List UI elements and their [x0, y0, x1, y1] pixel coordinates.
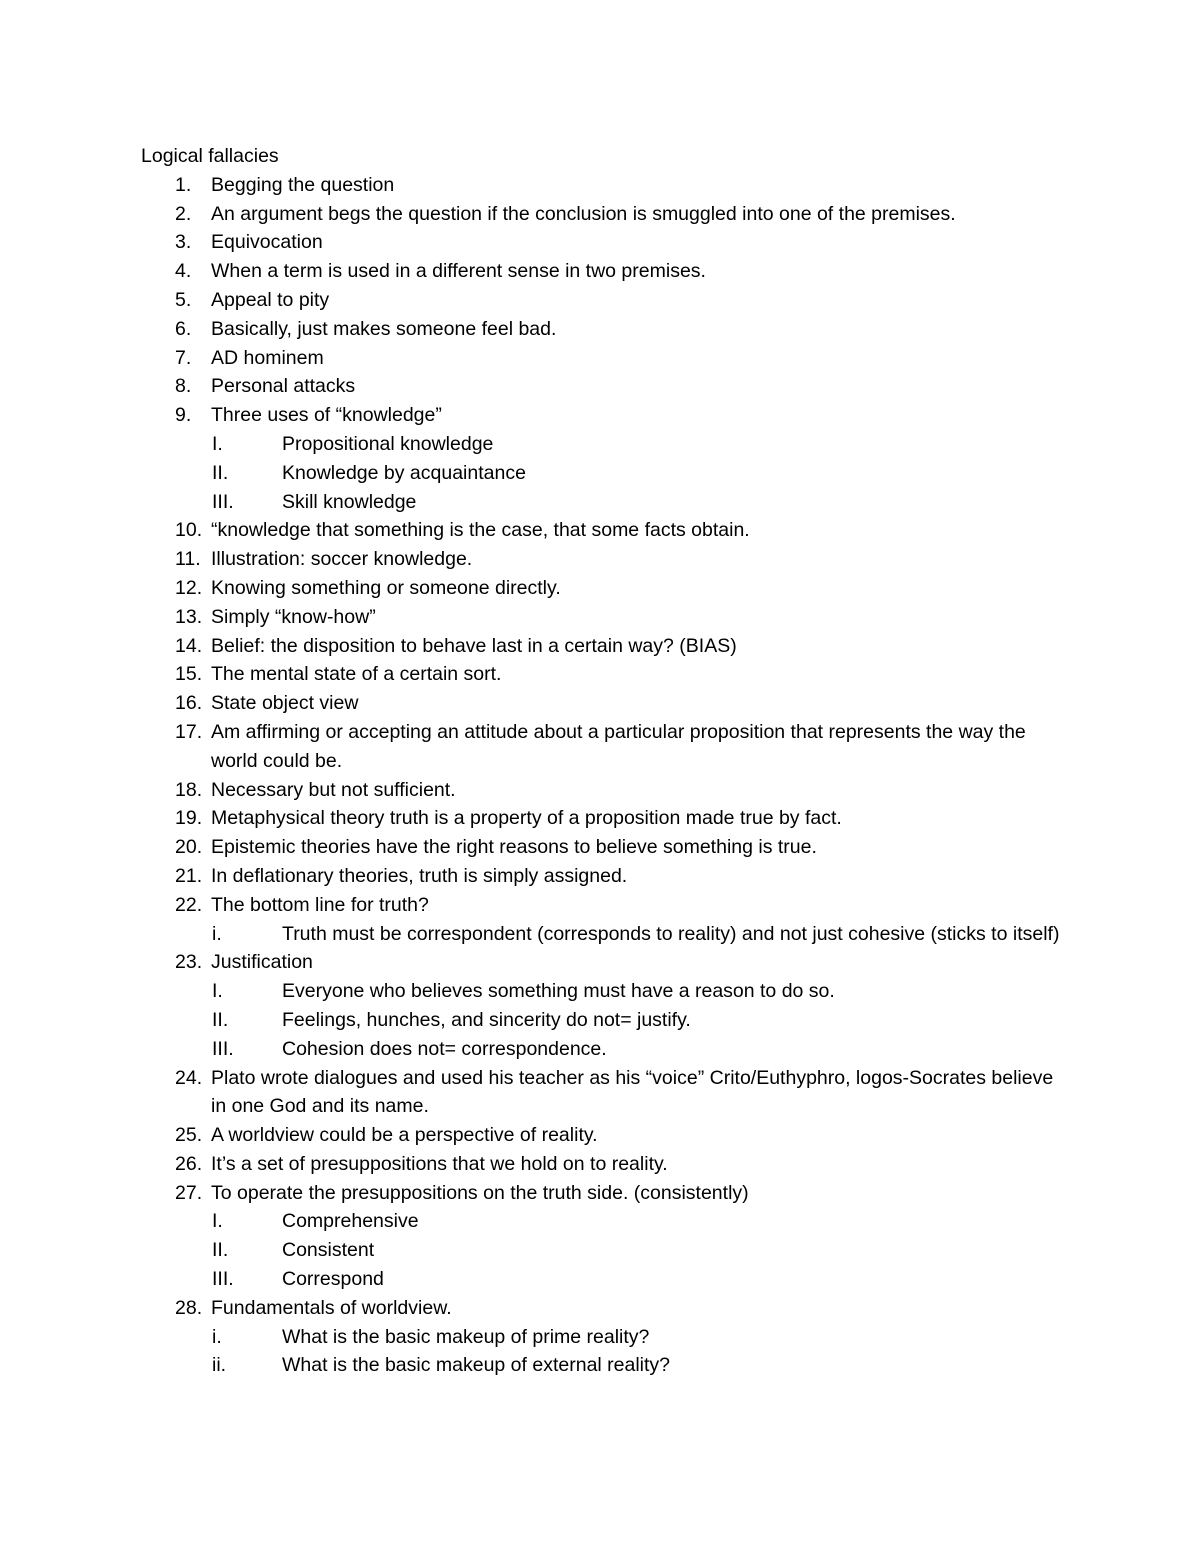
- list-item-number: 25.: [175, 1124, 203, 1147]
- list-item-text: Am affirming or accepting an attitude about a particular proposition that represents the way the world could be.: [211, 720, 1026, 772]
- sub-list-item-text: Skill knowledge: [282, 490, 417, 513]
- sub-list: [211, 977, 1071, 1063]
- sub-list-item-text: Everyone who believes something must have a reason to do so.: [282, 980, 835, 1003]
- list-item-text: Necessary but not sufficient.: [211, 778, 456, 801]
- list-item: [141, 891, 1071, 949]
- list-item: [141, 603, 1071, 632]
- sub-list-item-text: Feelings, hunches, and sincerity do not= justify.: [282, 1008, 691, 1031]
- list-item: [141, 228, 1071, 257]
- list-item-text: Illustration: soccer knowledge.: [211, 548, 473, 571]
- list-item: [141, 401, 1071, 516]
- list-item: [141, 1064, 1071, 1122]
- sub-list-item-number: I.: [212, 1210, 223, 1233]
- sub-list-item-number: II.: [212, 461, 229, 484]
- sub-list-item: [141, 1323, 1071, 1352]
- list-item-number: 8.: [175, 375, 192, 398]
- list-item-text: Simply “know-how”: [211, 605, 376, 628]
- list-item: [141, 1179, 1071, 1294]
- sub-list-item-number: III.: [212, 490, 234, 513]
- list-item-text: Metaphysical theory truth is a property of a proposition made true by fact.: [211, 807, 842, 830]
- list-item-text: Equivocation: [211, 231, 323, 254]
- list-item-text: Plato wrote dialogues and used his teacher as his “voice” Crito/Euthyphro, logos-Socrates believe in one God and its name.: [211, 1066, 1054, 1118]
- sub-list-item-number: I.: [212, 432, 223, 455]
- sub-list-item-text: What is the basic makeup of external reality?: [282, 1354, 671, 1377]
- sub-list-item-number: i.: [212, 1325, 222, 1348]
- list-item-text: AD hominem: [211, 346, 324, 369]
- list-item: [141, 660, 1071, 689]
- list-item-text: Epistemic theories have the right reasons to believe something is true.: [211, 836, 817, 859]
- list-item: [141, 1294, 1071, 1380]
- list-item-number: 22.: [175, 893, 203, 916]
- sub-list-item-number: III.: [212, 1037, 234, 1060]
- sub-list-item-number: II.: [212, 1239, 229, 1262]
- list-item-number: 14.: [175, 634, 203, 657]
- sub-list-item: [141, 1265, 1071, 1294]
- list-item-number: 18.: [175, 778, 203, 801]
- list-item-number: 27.: [175, 1181, 203, 1204]
- list-item: [141, 862, 1071, 891]
- list-item-text: In deflationary theories, truth is simply assigned.: [211, 864, 628, 887]
- sub-list-item-number: ii.: [212, 1354, 227, 1377]
- list-item: [141, 1150, 1071, 1179]
- sub-list-item-text: Correspond: [282, 1268, 384, 1291]
- list-item: [141, 286, 1071, 315]
- list-item-number: 9.: [175, 404, 192, 427]
- sub-list-item: [141, 488, 1071, 517]
- list-item: [141, 804, 1071, 833]
- list-item: [141, 257, 1071, 286]
- sub-list-item-text: Cohesion does not= correspondence.: [282, 1037, 607, 1060]
- list-item-text: Justification: [211, 951, 313, 974]
- list-item-number: 10.: [175, 519, 203, 542]
- list-item-text: State object view: [211, 692, 359, 715]
- list-item-number: 3.: [175, 231, 192, 254]
- list-item-text: Basically, just makes someone feel bad.: [211, 317, 557, 340]
- list-item-number: 26.: [175, 1152, 203, 1175]
- list-item-text: An argument begs the question if the conclusion is smuggled into one of the premises.: [211, 202, 956, 225]
- list-item-number: 24.: [175, 1066, 203, 1089]
- list-item-number: 20.: [175, 836, 203, 859]
- sub-list-item: [141, 1351, 1071, 1380]
- sub-list-item: [141, 1207, 1071, 1236]
- list-item: [141, 200, 1071, 229]
- list-item-text: Fundamentals of worldview.: [211, 1296, 452, 1319]
- sub-list-item-text: Consistent: [282, 1239, 375, 1262]
- sub-list-item-text: Truth must be correspondent (corresponds to reality) and not just cohesive (sticks to itself): [282, 922, 1060, 945]
- list-item-text: To operate the presuppositions on the truth side. (consistently): [211, 1181, 749, 1204]
- list-item-number: 4.: [175, 260, 192, 283]
- sub-list-item-text: Knowledge by acquaintance: [282, 461, 526, 484]
- sub-list-item: [141, 459, 1071, 488]
- sub-list: [211, 1323, 1071, 1381]
- sub-list-item-number: i.: [212, 922, 222, 945]
- list-item-number: 11.: [175, 548, 201, 571]
- sub-list-item: [141, 1035, 1071, 1064]
- list-item: [141, 574, 1071, 603]
- list-item-number: 12.: [175, 576, 203, 599]
- sub-list-item: [141, 977, 1071, 1006]
- list-item-text: When a term is used in a different sense in two premises.: [211, 260, 706, 283]
- list-item-number: 19.: [175, 807, 203, 830]
- list-item-number: 28.: [175, 1296, 203, 1319]
- list-item: [141, 545, 1071, 574]
- sub-list: [211, 430, 1071, 516]
- list-item-number: 1.: [175, 173, 192, 196]
- list-item-text: Knowing something or someone directly.: [211, 576, 561, 599]
- sub-list-item: [141, 430, 1071, 459]
- sub-list: [211, 1207, 1071, 1293]
- list-item-number: 6.: [175, 317, 192, 340]
- sub-list-item-number: I.: [212, 980, 223, 1003]
- list-item-text: The mental state of a certain sort.: [211, 663, 502, 686]
- list-item: [141, 171, 1071, 200]
- list-item-text: “knowledge that something is the case, that some facts obtain.: [211, 519, 750, 542]
- list-item-number: 5.: [175, 288, 192, 311]
- list-item: [141, 1121, 1071, 1150]
- list-item: [141, 948, 1071, 1063]
- list-item-number: 13.: [175, 605, 203, 628]
- list-item-number: 15.: [175, 663, 203, 686]
- list-item: [141, 718, 1071, 776]
- sub-list: [211, 920, 1071, 949]
- list-item: [141, 689, 1071, 718]
- list-item-text: It’s a set of presuppositions that we hold on to reality.: [211, 1152, 668, 1175]
- list-item: [141, 776, 1071, 805]
- sub-list-item-text: Propositional knowledge: [282, 432, 494, 455]
- list-item-text: Appeal to pity: [211, 288, 330, 311]
- list-item: [141, 315, 1071, 344]
- list-item-text: The bottom line for truth?: [211, 893, 429, 916]
- document-title: Logical fallacies: [141, 145, 279, 167]
- list-item: [141, 833, 1071, 862]
- list-item-text: Begging the question: [211, 173, 395, 196]
- list-item-number: 23.: [175, 951, 203, 974]
- list-item-number: 17.: [175, 720, 203, 743]
- document-body: [141, 142, 1071, 1380]
- list-item-number: 7.: [175, 346, 192, 369]
- list-item-number: 16.: [175, 692, 203, 715]
- list-item-text: Belief: the disposition to behave last in a certain way? (BIAS): [211, 634, 737, 657]
- sub-list-item-number: II.: [212, 1008, 229, 1031]
- notes-list: [141, 171, 1071, 1380]
- list-item-number: 21.: [175, 864, 203, 887]
- list-item: [141, 344, 1071, 373]
- sub-list-item-text: Comprehensive: [282, 1210, 419, 1233]
- list-item: [141, 516, 1071, 545]
- sub-list-item: [141, 1236, 1071, 1265]
- list-item-text: Three uses of “knowledge”: [211, 404, 442, 427]
- list-item-number: 2.: [175, 202, 192, 225]
- sub-list-item: [141, 920, 1071, 949]
- list-item: [141, 372, 1071, 401]
- list-item: [141, 632, 1071, 661]
- list-item-text: A worldview could be a perspective of reality.: [211, 1124, 598, 1147]
- sub-list-item-number: III.: [212, 1268, 234, 1291]
- sub-list-item-text: What is the basic makeup of prime reality?: [282, 1325, 650, 1348]
- sub-list-item: [141, 1006, 1071, 1035]
- list-item-text: Personal attacks: [211, 375, 356, 398]
